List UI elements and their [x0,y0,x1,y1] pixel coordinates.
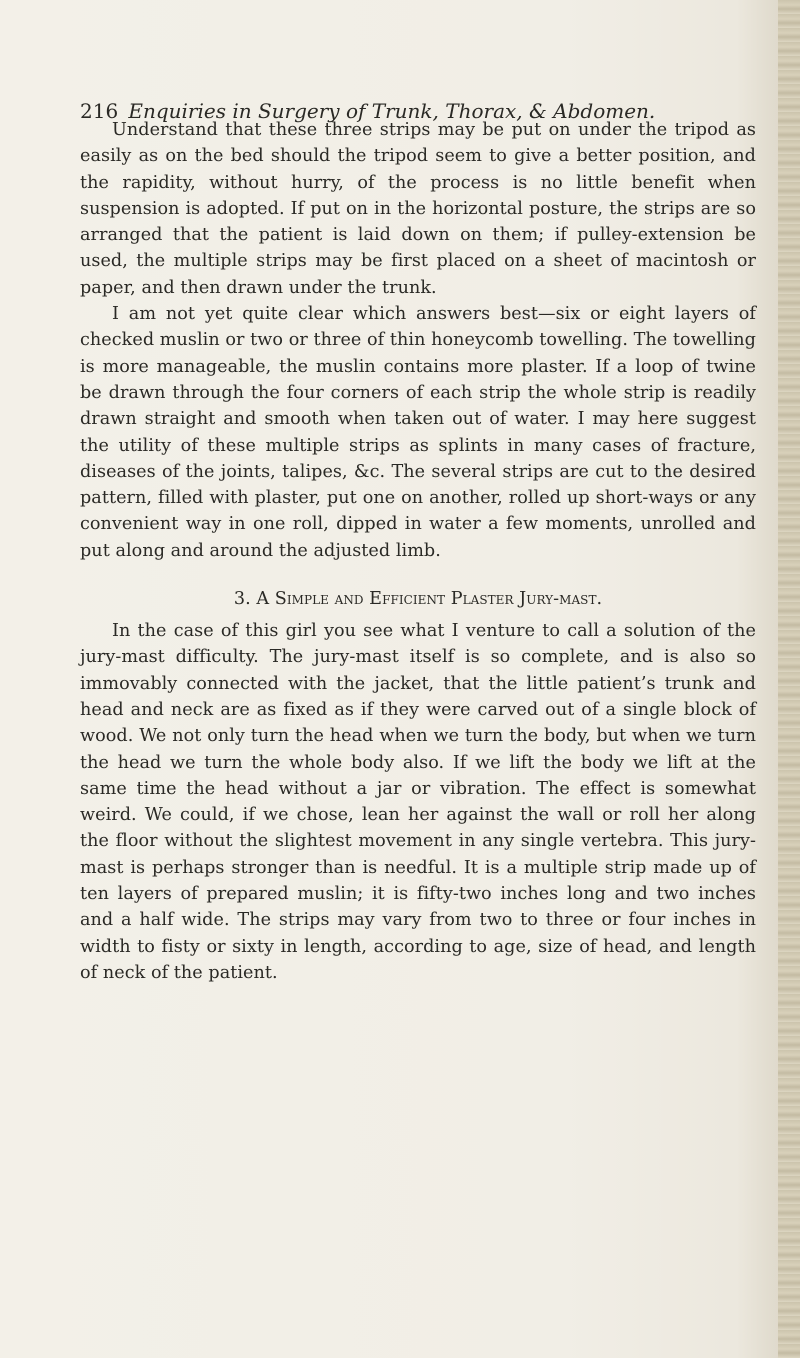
section-title: A Simple and Efficient Plaster Jury-mast. [256,589,603,610]
section-number: 3. [233,589,251,610]
page-edge-shadow [778,0,800,1358]
paragraph-muslin-or-towelling: I am not yet quite clear which answers best—six or eight layers of checked muslin or two or three of thin honeycomb towelling. The towelling is more manageable, the muslin contains more plaster. If a loop of twine be drawn through the four corners of each strip the whole strip is readily drawn straight and smooth when taken out of water. I may here suggest the utility of these multiple strips as splints in many cases of fracture, diseases of the joints, talipes, &c. The several strips are cut to the desired pattern, filled with plaster, put one on another, rolled up short-ways or any convenient way in one roll, dipped in water a few moments, unrolled and put along and around the adjusted limb. [80,304,756,561]
paragraph-jury-mast-solution: In the case of this girl you see what I venture to call a solution of the jury-mast difficulty. The jury-mast itself is so complete, and is also so immovably connected with the jacket, that the little patient’s trunk and head and neck are as fixed as if they were carved out of a single block of wood. We not only turn the head when we turn the body, but when we turn the head we turn the whole body also. If we lift the body we lift at the same time the head without a jar or vibration. The effect is somewhat weird. We could, if we chose, lean her against the wall or roll her along the floor without the slightest movement in any single vertebra. This jury-mast is perhaps stronger than is needful. It is a multiple strip made up of ten layers of prepared muslin; it is fifty-two inches long and two inches and a half wide. The strips may vary from two to three or four inches in width to fisty or sixty in length, according to age, size of head, and length of neck of the patient. [80,621,756,983]
running-head: Enquiries in Surgery of Trunk, Thorax, & Abdomen. [128,99,656,123]
page-number: 216 [80,99,119,123]
body-text [80,117,756,986]
section-heading [80,586,756,612]
paragraph-strips-under-tripod: Understand that these three strips may be put on under the tripod as easily as on the bed should the tripod seem to give a better position, and the rapidity, without hurry, of the process is no little benefit when suspension is adopted. If put on in the horizontal posture, the strips are so arranged that the patient is laid down on them; if pulley-extension be used, the multiple strips may be first placed on a sheet of macintosh or paper, and then drawn under the trunk. [80,120,756,298]
